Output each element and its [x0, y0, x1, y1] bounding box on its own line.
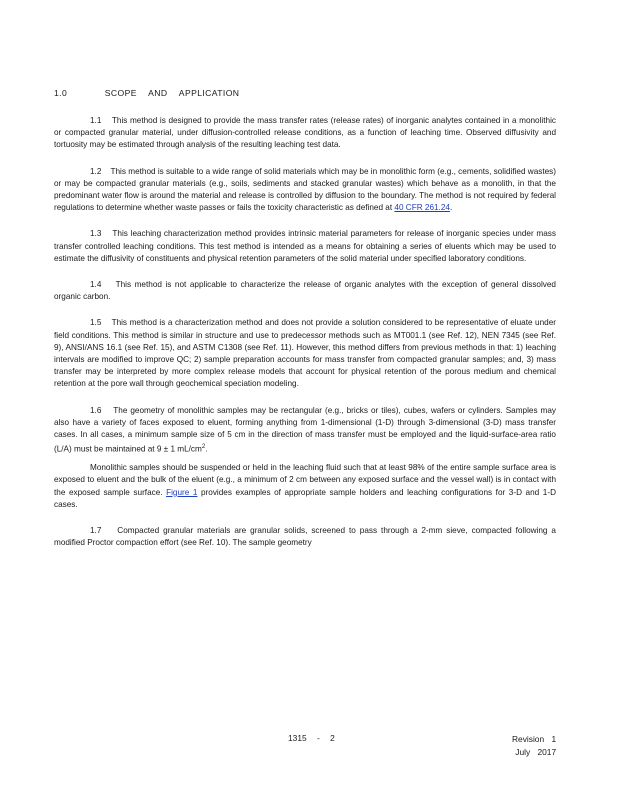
paragraph-text: Monolithic samples should be suspended or held in the leaching fluid such that at least 98% of the entire sample surface area is exposed to eluent and the bulk of the eluent (e.g., a minimum of 2 cm between any exposed surface and the vessel wall) is in contact with the exposed sample surface. — [54, 463, 556, 497]
paragraph-text: The geometry of monolithic samples may be rectangular (e.g., bricks or tiles), cubes, wafers or cylinders. Samples may also have a variety of faces exposed to eluent, forming anything from 1-dimensional (1-D) through 3-dimensional (3-D) mass transfer cases. In all cases, a minimum sample size of 5 cm in the direction of mass transfer must be employed and the liquid-surface-area ratio (L/A) must be maintained at 9 ± 1 mL/cm — [54, 405, 557, 454]
paragraph-text-end: . — [449, 203, 453, 213]
revision-date: July 2017 — [515, 747, 557, 757]
paragraph-number: 1.5 — [90, 318, 102, 328]
page-number: 1315 - 2 — [288, 733, 335, 743]
paragraph-number: 1.1 — [90, 116, 102, 125]
revision-label: Revision 1 — [512, 734, 557, 744]
figure-1-link[interactable]: Figure 1 — [166, 487, 198, 497]
section-title: SCOPE AND APPLICATION — [104, 88, 240, 98]
paragraph-text: Compacted granular materials are granular solids, screened to pass through a 2-mm sieve, compacted following a modified Proctor compaction effort (see Ref. 10). The sample geometry — [54, 526, 556, 548]
paragraph-1-6-continued — [54, 462, 556, 511]
paragraph-1-2 — [54, 166, 556, 215]
paragraph-1-1 — [54, 115, 556, 152]
paragraph-number: 1.4 — [90, 280, 102, 290]
document-body — [54, 87, 556, 563]
revision-block — [512, 733, 556, 759]
paragraph-text: This method is not applicable to characterize the release of organic analytes with the exception of general dissolved organic carbon. — [54, 280, 556, 302]
superscript: 2 — [201, 444, 206, 451]
paragraph-1-6 — [54, 405, 556, 457]
paragraph-text: This leaching characterization method provides intrinsic material parameters for release of inorganic species under mass transfer controlled leaching conditions. This test method is intended as a means for obtaining a series of eluents which may be used to estimate the diffusivity of constituents and physical retention parameters of the solid material under specified laboratory conditions. — [54, 229, 556, 263]
paragraph-1-5 — [54, 317, 556, 390]
paragraph-text: This method is a characterization method and does not provide a solution considered to be representative of eluate under field conditions. This method is similar in structure and use to predecessor methods such as MT001.1 (see Ref. 12), NEN 7345 (see Ref. 9), ANSI/ANS 16.1 (see Ref. 15), and ASTM C1308 (see Ref. 11). However, this method differs from previous methods in that: 1) leaching intervals are modified to improve QC; 2) sample preparation accounts for mass transfer from compacted granular samples; and, 3) mass transfer may be interpreted by more complex release models that account for physical retention of the porous medium and chemical retention at the pore wall through geochemical speciation modeling. — [54, 318, 556, 389]
paragraph-number: 1.2 — [90, 166, 102, 176]
cfr-link[interactable]: 40 CFR 261.24 — [394, 203, 450, 213]
paragraph-1-4 — [54, 279, 556, 303]
paragraph-1-7 — [54, 525, 556, 549]
paragraph-1-3 — [54, 228, 556, 265]
paragraph-number: 1.3 — [90, 229, 102, 239]
paragraph-number: 1.6 — [90, 405, 102, 415]
paragraph-number: 1.7 — [90, 526, 102, 536]
paragraph-text: This method is suitable to a wide range of solid materials which may be in monolithic form (e.g., cements, solidified wastes) or may be compacted granular materials (e.g., soils, sediments and stacked granular wastes) which behave as a monolith, in that the predominant water flow is around the material and release is controlled by diffusion to the boundary. The method is not required by federal regulations to determine whether waste passes or fails the toxicity characteristic as defined at — [54, 166, 557, 213]
section-number: 1.0 — [54, 88, 68, 98]
section-heading — [54, 87, 556, 99]
paragraph-text-end: provides examples of appropriate sample holders and leaching configurations for 3-D and 1-D cases. — [54, 487, 556, 509]
paragraph-text-end: . — [205, 445, 208, 454]
paragraph-text: This method is designed to provide the mass transfer rates (release rates) of inorganic analytes contained in a monolithic or compacted granular material, under diffusion-controlled release conditions, as a function of leaching time. Observed diffusivity and tortuosity may be estimated through analysis of the resulting leaching test data. — [54, 116, 556, 150]
